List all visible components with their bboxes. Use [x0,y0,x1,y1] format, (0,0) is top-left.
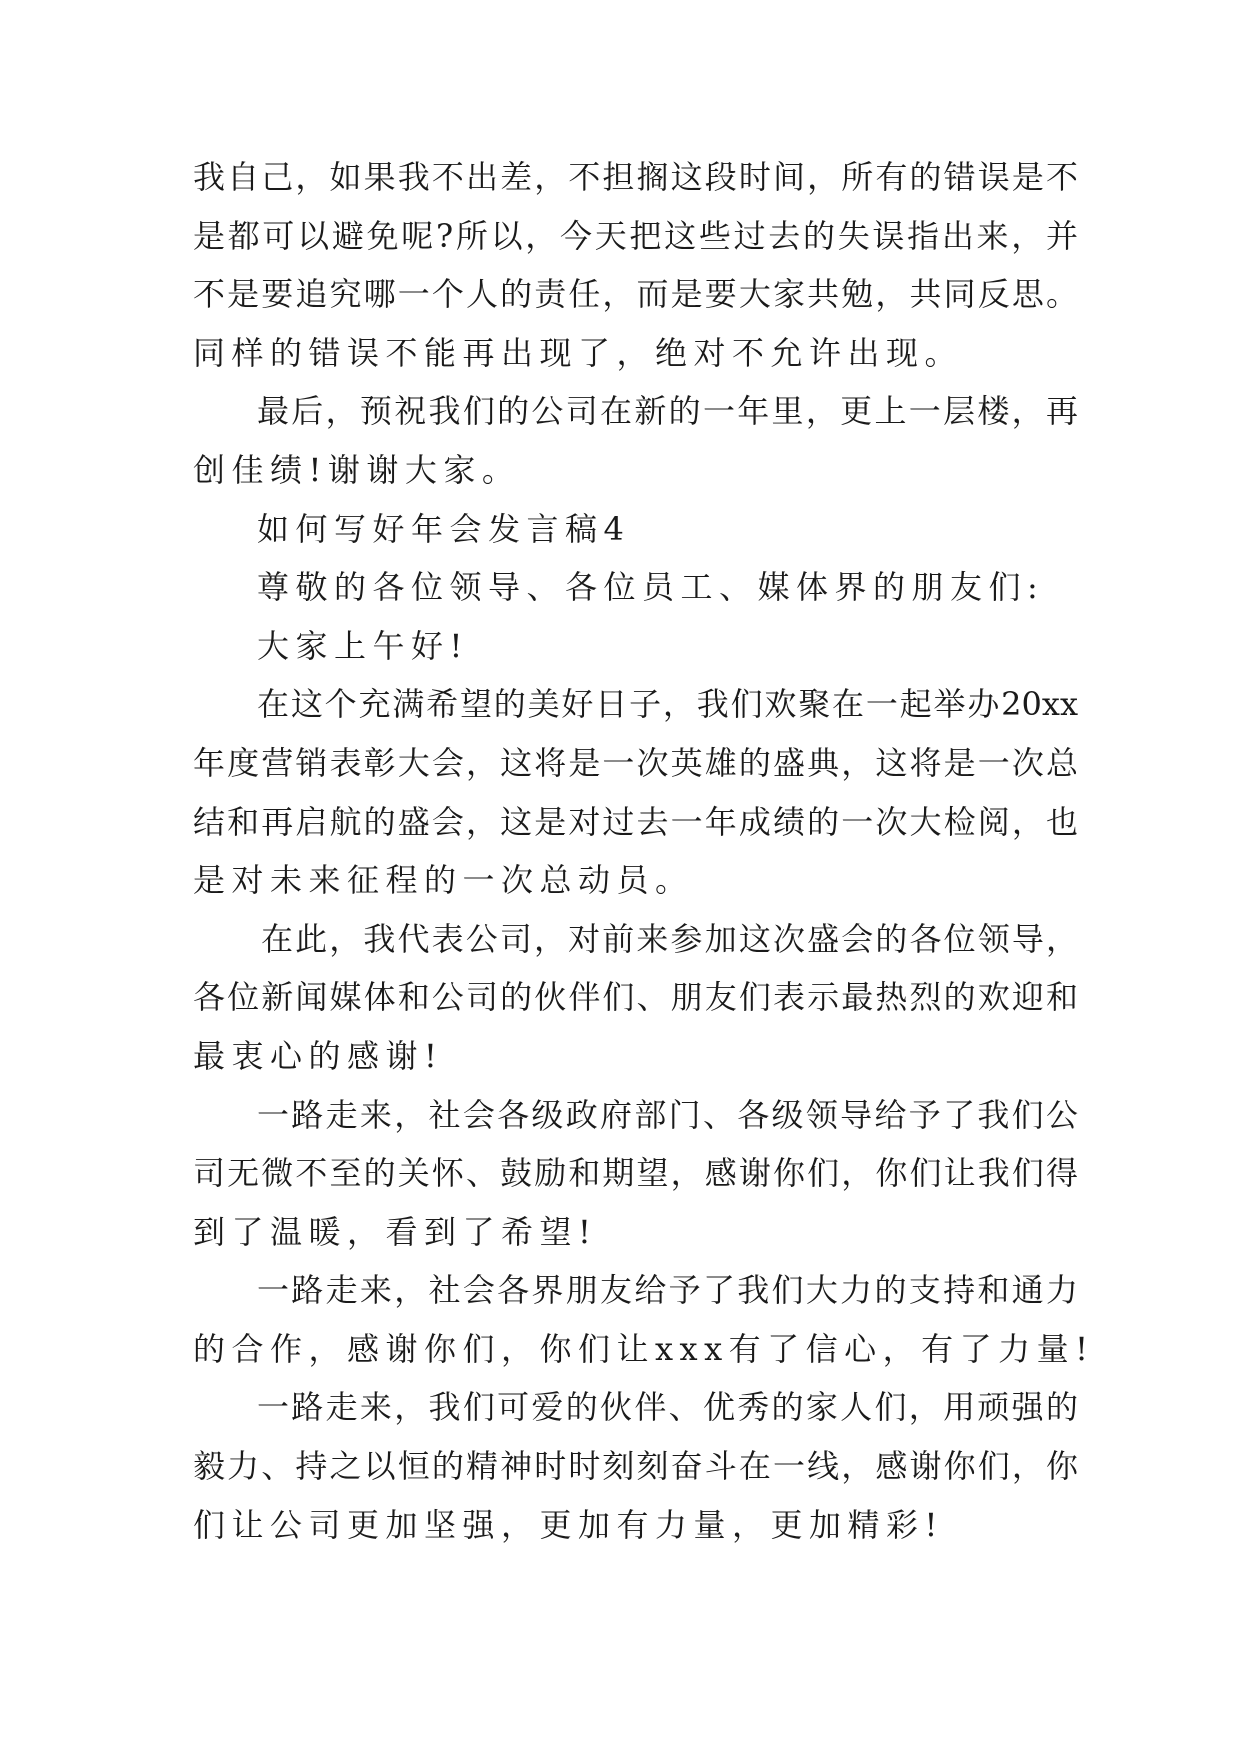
paragraph-line: 最后，预祝我们的公司在新的一年里，更上一层楼，再 [257,392,1078,431]
text-line: 结和再启航的盛会，这是对过去一年成绩的一次大检阅，也 [193,802,1078,841]
text-line: 创佳绩!谢谢大家。 [193,450,521,489]
paragraph-line: 一路走来，社会各界朋友给予了我们大力的支持和通力 [257,1271,1078,1310]
text-line: 最衷心的感谢! [193,1036,444,1075]
paragraph-line: 在这个充满希望的美好日子，我们欢聚在一起举办20xx [257,685,1078,724]
document-body [193,148,1095,1554]
text-line: 们让公司更加坚强，更加有力量，更加精彩! [193,1505,944,1544]
section-heading: 如何写好年会发言稿4 [257,509,631,548]
text-line: 司无微不至的关怀、鼓励和期望，感谢你们，你们让我们得 [193,1154,1078,1193]
text-line: 是都可以避免呢?所以，今天把这些过去的失误指出来，并 [193,216,1078,255]
paragraph-line: 在此，我代表公司，对前来参加这次盛会的各位领导， [261,919,1078,958]
text-line: 各位新闻媒体和公司的伙伴们、朋友们表示最热烈的欢迎和 [193,978,1078,1017]
text-line: 毅力、持之以恒的精神时时刻刻奋斗在一线，感谢你们，你 [193,1447,1078,1486]
text-line: 我自己，如果我不出差，不担搁这段时间，所有的错误是不 [193,158,1078,196]
text-line: 不是要追究哪一个人的责任，而是要大家共勉，共同反思。 [193,275,1078,314]
text-line: 同样的错误不能再出现了，绝对不允许出现。 [193,333,964,372]
text-line: 年度营销表彰大会，这将是一次英雄的盛典，这将是一次总 [193,743,1078,782]
text-line: 到了温暖，看到了希望! [193,1212,598,1251]
text-line: 的合作，感谢你们，你们让xxx有了信心，有了力量! [193,1329,1095,1368]
text-line: 是对未来征程的一次总动员。 [193,861,694,900]
salutation: 尊敬的各位领导、各位员工、媒体界的朋友们: [257,568,1045,607]
paragraph-line: 一路走来，社会各级政府部门、各级领导给予了我们公 [257,1095,1078,1134]
paragraph-line: 一路走来，我们可爱的伙伴、优秀的家人们，用顽强的 [257,1388,1078,1427]
greeting: 大家上午好! [257,626,469,665]
